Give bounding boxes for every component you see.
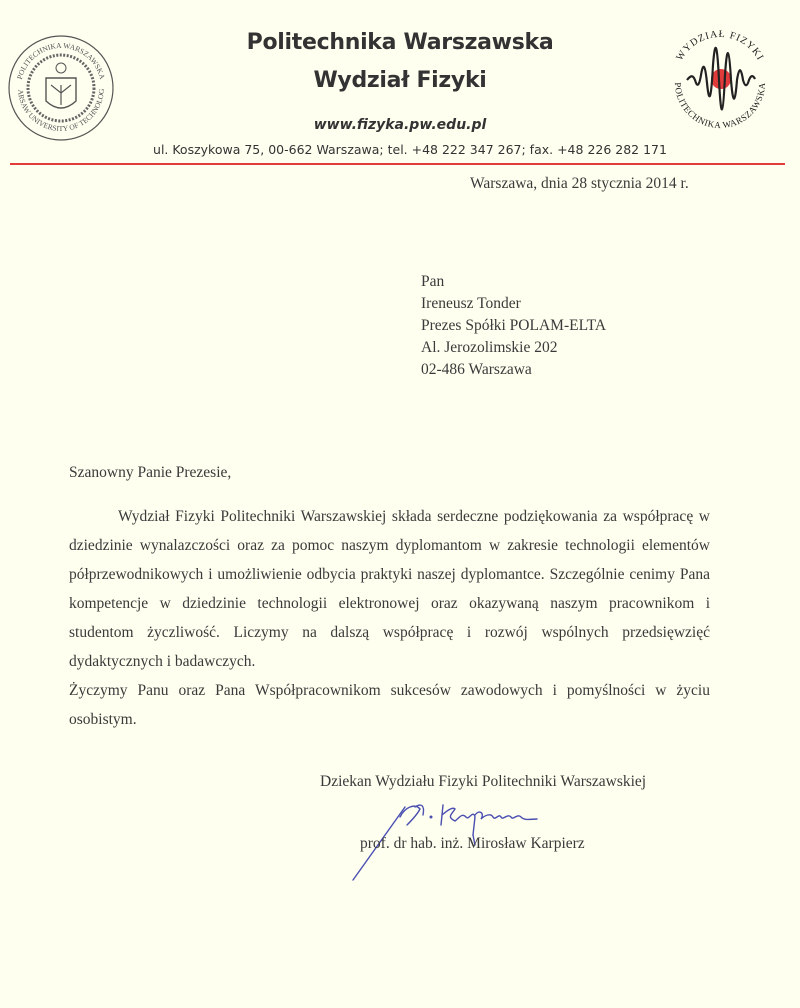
letter-body xyxy=(69,502,710,734)
contact-address: ul. Koszykowa 75, 00-662 Warszawa; tel. +48 222 347 267; fax. +48 226 282 171 xyxy=(153,142,667,157)
body-paragraph: Życzymy Panu oraz Pana Współpracownikom sukcesów zawodowych i pomyślności w życiu osobistym. xyxy=(69,682,710,728)
logo-top-text: WYDZIAŁ FIZYKI xyxy=(674,28,766,63)
logo-bottom-text: POLITECHNIKA WARSZAWSKA xyxy=(672,81,768,131)
faculty-name: Wydział Fizyki xyxy=(313,68,487,93)
recipient-line: 02-486 Warszawa xyxy=(421,361,532,378)
physics-faculty-logo-icon xyxy=(665,25,775,140)
recipient-line: Prezes Spółki POLAM-ELTA xyxy=(421,317,607,334)
salutation: Szanowny Panie Prezesie, xyxy=(69,464,232,481)
dean-title: Dziekan Wydziału Fizyki Politechniki Warszawskiej xyxy=(320,773,647,790)
university-name: Politechnika Warszawska xyxy=(246,30,554,55)
recipient-line: Pan xyxy=(421,273,445,290)
body-paragraph: Wydział Fizyki Politechniki Warszawskiej składa serdeczne podziękowania za współpracę w dziedzinie wynalazczości oraz za pomoc naszym dyplomantom w zakresie technologii elementów półprzewodnikowych i umożliwienie odbycia praktyki naszej dyplomantce. Szczególnie cenimy Pana kompetencje w dziedzinie technologii elektronowej oraz okazywaną naszym pracownikom i studentom życzliwość. Liczymy na dalszą współpracę i rozwój wspólnych przedsięwzięć dydaktycznych i badawczych. xyxy=(69,508,710,670)
recipient-line: Ireneusz Tonder xyxy=(421,295,521,312)
dean-name: prof. dr hab. inż. Mirosław Karpierz xyxy=(360,835,585,852)
header-divider xyxy=(10,163,785,165)
recipient-address xyxy=(421,271,606,381)
seal-top-text: POLITECHNIKA WARSZAWSKA xyxy=(15,40,107,81)
recipient-line: Al. Jerozolimskie 202 xyxy=(421,339,558,356)
date-line: Warszawa, dnia 28 stycznia 2014 r. xyxy=(470,175,689,192)
svg-text:WYDZIAŁ FIZYKI xyxy=(674,29,765,63)
website-link[interactable]: www.fizyka.pw.edu.pl xyxy=(313,117,487,133)
seal-bottom-text: ARSAW UNIVERSITY OF TECHNOLOG xyxy=(15,88,107,133)
